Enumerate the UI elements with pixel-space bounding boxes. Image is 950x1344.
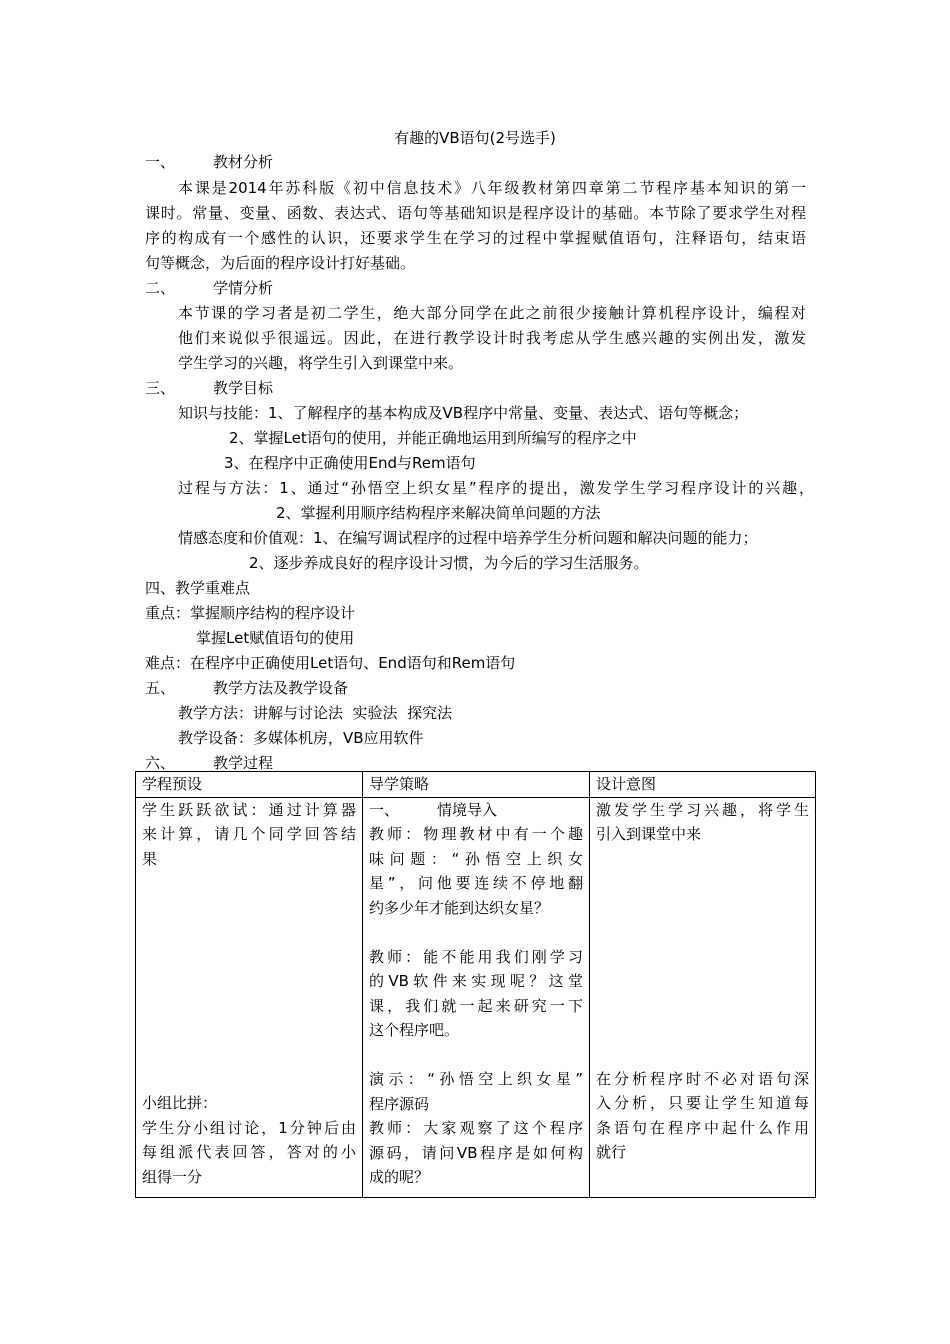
table-header-cell: 设计意图 [590, 772, 816, 798]
cell-line: 引入到课堂中来 [596, 825, 702, 843]
section-number: 一、 [145, 153, 176, 171]
cell-line: 条语句在程序中起什么作用 [596, 1118, 809, 1137]
paragraph-line: 课时。常量、变量、函数、表达式、语句等基础知识是程序设计的基础。本节除了要求学生对程 [145, 204, 806, 222]
section-number: 六、 [145, 754, 176, 772]
objective-emotion-2: 2、逐步养成良好的程序设计习惯，为今后的学习生活服务。 [249, 554, 649, 572]
cell-line: 的VB软件来实现呢？这堂 [369, 972, 583, 990]
table-header-cell: 学程预设 [136, 772, 363, 798]
cell-line: 这个程序吧。 [369, 1021, 460, 1039]
section-title: 教学方法及教学设备 [213, 679, 349, 697]
section-heading-6 [145, 753, 273, 773]
paragraph-line: 学生学习的兴趣，将学生引入到课堂中来。 [178, 354, 464, 372]
paragraph-line: 本课是2014年苏科版《初中信息技术》八年级教材第四章第二节程序基本知识的第一 [178, 179, 806, 197]
difficult-point: 难点：在程序中正确使用Let语句、End语句和Rem语句 [145, 654, 516, 672]
key-point-2: 掌握Let赋值语句的使用 [196, 629, 355, 647]
cell-line: 课，我们就一起来研究一下 [369, 996, 583, 1015]
teaching-method: 教学方法：讲解与讨论法 实验法 探究法 [178, 704, 453, 722]
cell-line: 小组比拼： [142, 1094, 218, 1112]
teaching-equipment: 教学设备：多媒体机房，VB应用软件 [178, 729, 424, 747]
objective-knowledge-1: 知识与技能：1、了解程序的基本构成及VB程序中常量、变量、表达式、语句等概念； [178, 404, 749, 422]
cell-line: 果 [142, 849, 158, 868]
intro-heading [369, 798, 583, 823]
table-cell-strategy [363, 797, 590, 1197]
cell-line: 来计算，请几个同学回答结 [142, 825, 356, 843]
cell-line: 每组派代表回答，答对的小 [142, 1143, 356, 1161]
cell-line: 味问题：“孙悟空上织女 [369, 849, 583, 868]
teaching-process-table [135, 771, 816, 1198]
section-number: 二、 [145, 279, 176, 297]
paragraph-line: 序的构成有一个感性的认识，还要求学生在学习的过程中掌握赋值语句，注释语句，结束语 [145, 229, 806, 247]
table-header-row [136, 772, 816, 798]
table-row [136, 797, 816, 1197]
table-cell-student [136, 797, 363, 1197]
section-heading-4: 四、教学重难点 [145, 579, 251, 597]
intro-title: 情境导入 [437, 800, 498, 819]
cell-line: 教师：物理教材中有一个趣 [369, 825, 583, 843]
section-title: 教学目标 [213, 379, 274, 397]
table-header-cell: 导学策略 [363, 772, 590, 798]
cell-line: 学生分小组讨论，1分钟后由 [142, 1118, 356, 1137]
key-point-1: 重点：掌握顺序结构的程序设计 [145, 604, 356, 622]
section-title: 学情分析 [213, 279, 274, 297]
section-title: 教学过程 [213, 754, 274, 772]
table-cell-intent [590, 797, 816, 1197]
cell-line: 星”，问他要连续不停地翻 [369, 874, 583, 892]
cell-line: 在分析程序时不必对语句深 [596, 1069, 809, 1088]
paragraph-line: 句等概念，为后面的程序设计打好基础。 [145, 254, 416, 272]
cell-line: 程序源码 [369, 1094, 430, 1113]
objective-knowledge-3: 3、在程序中正确使用End与Rem语句 [224, 454, 476, 472]
paragraph-line: 本节课的学习者是初二学生，绝大部分同学在此之前很少接触计算机程序设计，编程对 [178, 304, 806, 322]
cell-line: 组得一分 [142, 1167, 203, 1186]
cell-line: 源码，请问VB程序是如何构 [369, 1143, 583, 1162]
section-heading-5 [145, 678, 348, 698]
paragraph-line: 他们来说似乎很遥远。因此，在进行教学设计时我考虑从学生感兴趣的实例出发，激发 [178, 329, 806, 347]
cell-line: 学生跃跃欲试：通过计算器 [142, 800, 356, 819]
cell-line: 入分析，只要让学生知道每 [596, 1094, 809, 1112]
cell-line: 教师：能不能用我们刚学习 [369, 947, 583, 966]
section-heading-1 [145, 152, 273, 172]
section-heading-3 [145, 378, 273, 398]
section-number: 三、 [145, 379, 176, 397]
cell-line: 成的呢？ [369, 1168, 430, 1186]
section-heading-2 [145, 278, 273, 298]
cell-line: 激发学生学习兴趣，将学生 [596, 800, 809, 819]
objective-emotion-1: 情感态度和价值观：1、在编写调试程序的过程中培养学生分析问题和解决问题的能力； [178, 529, 758, 547]
objective-process-1: 过程与方法：1、通过“孙悟空上织女星”程序的提出，激发学生学习程序设计的兴趣， [178, 479, 814, 497]
section-title: 教材分析 [213, 153, 274, 171]
intro-number: 一、 [369, 800, 400, 819]
cell-line: 演示：“孙悟空上织女星” [369, 1070, 583, 1088]
section-number: 五、 [145, 679, 176, 697]
document-title: 有趣的VB语句(2号选手) [394, 129, 556, 147]
objective-knowledge-2: 2、掌握Let语句的使用，并能正确地运用到所编写的程序之中 [229, 429, 637, 447]
cell-line: 就行 [596, 1143, 627, 1161]
cell-line: 约多少年才能到达织女星？ [369, 898, 550, 917]
cell-line: 教师：大家观察了这个程序 [369, 1119, 583, 1137]
objective-process-2: 2、掌握利用顺序结构程序来解决简单问题的方法 [276, 504, 601, 522]
